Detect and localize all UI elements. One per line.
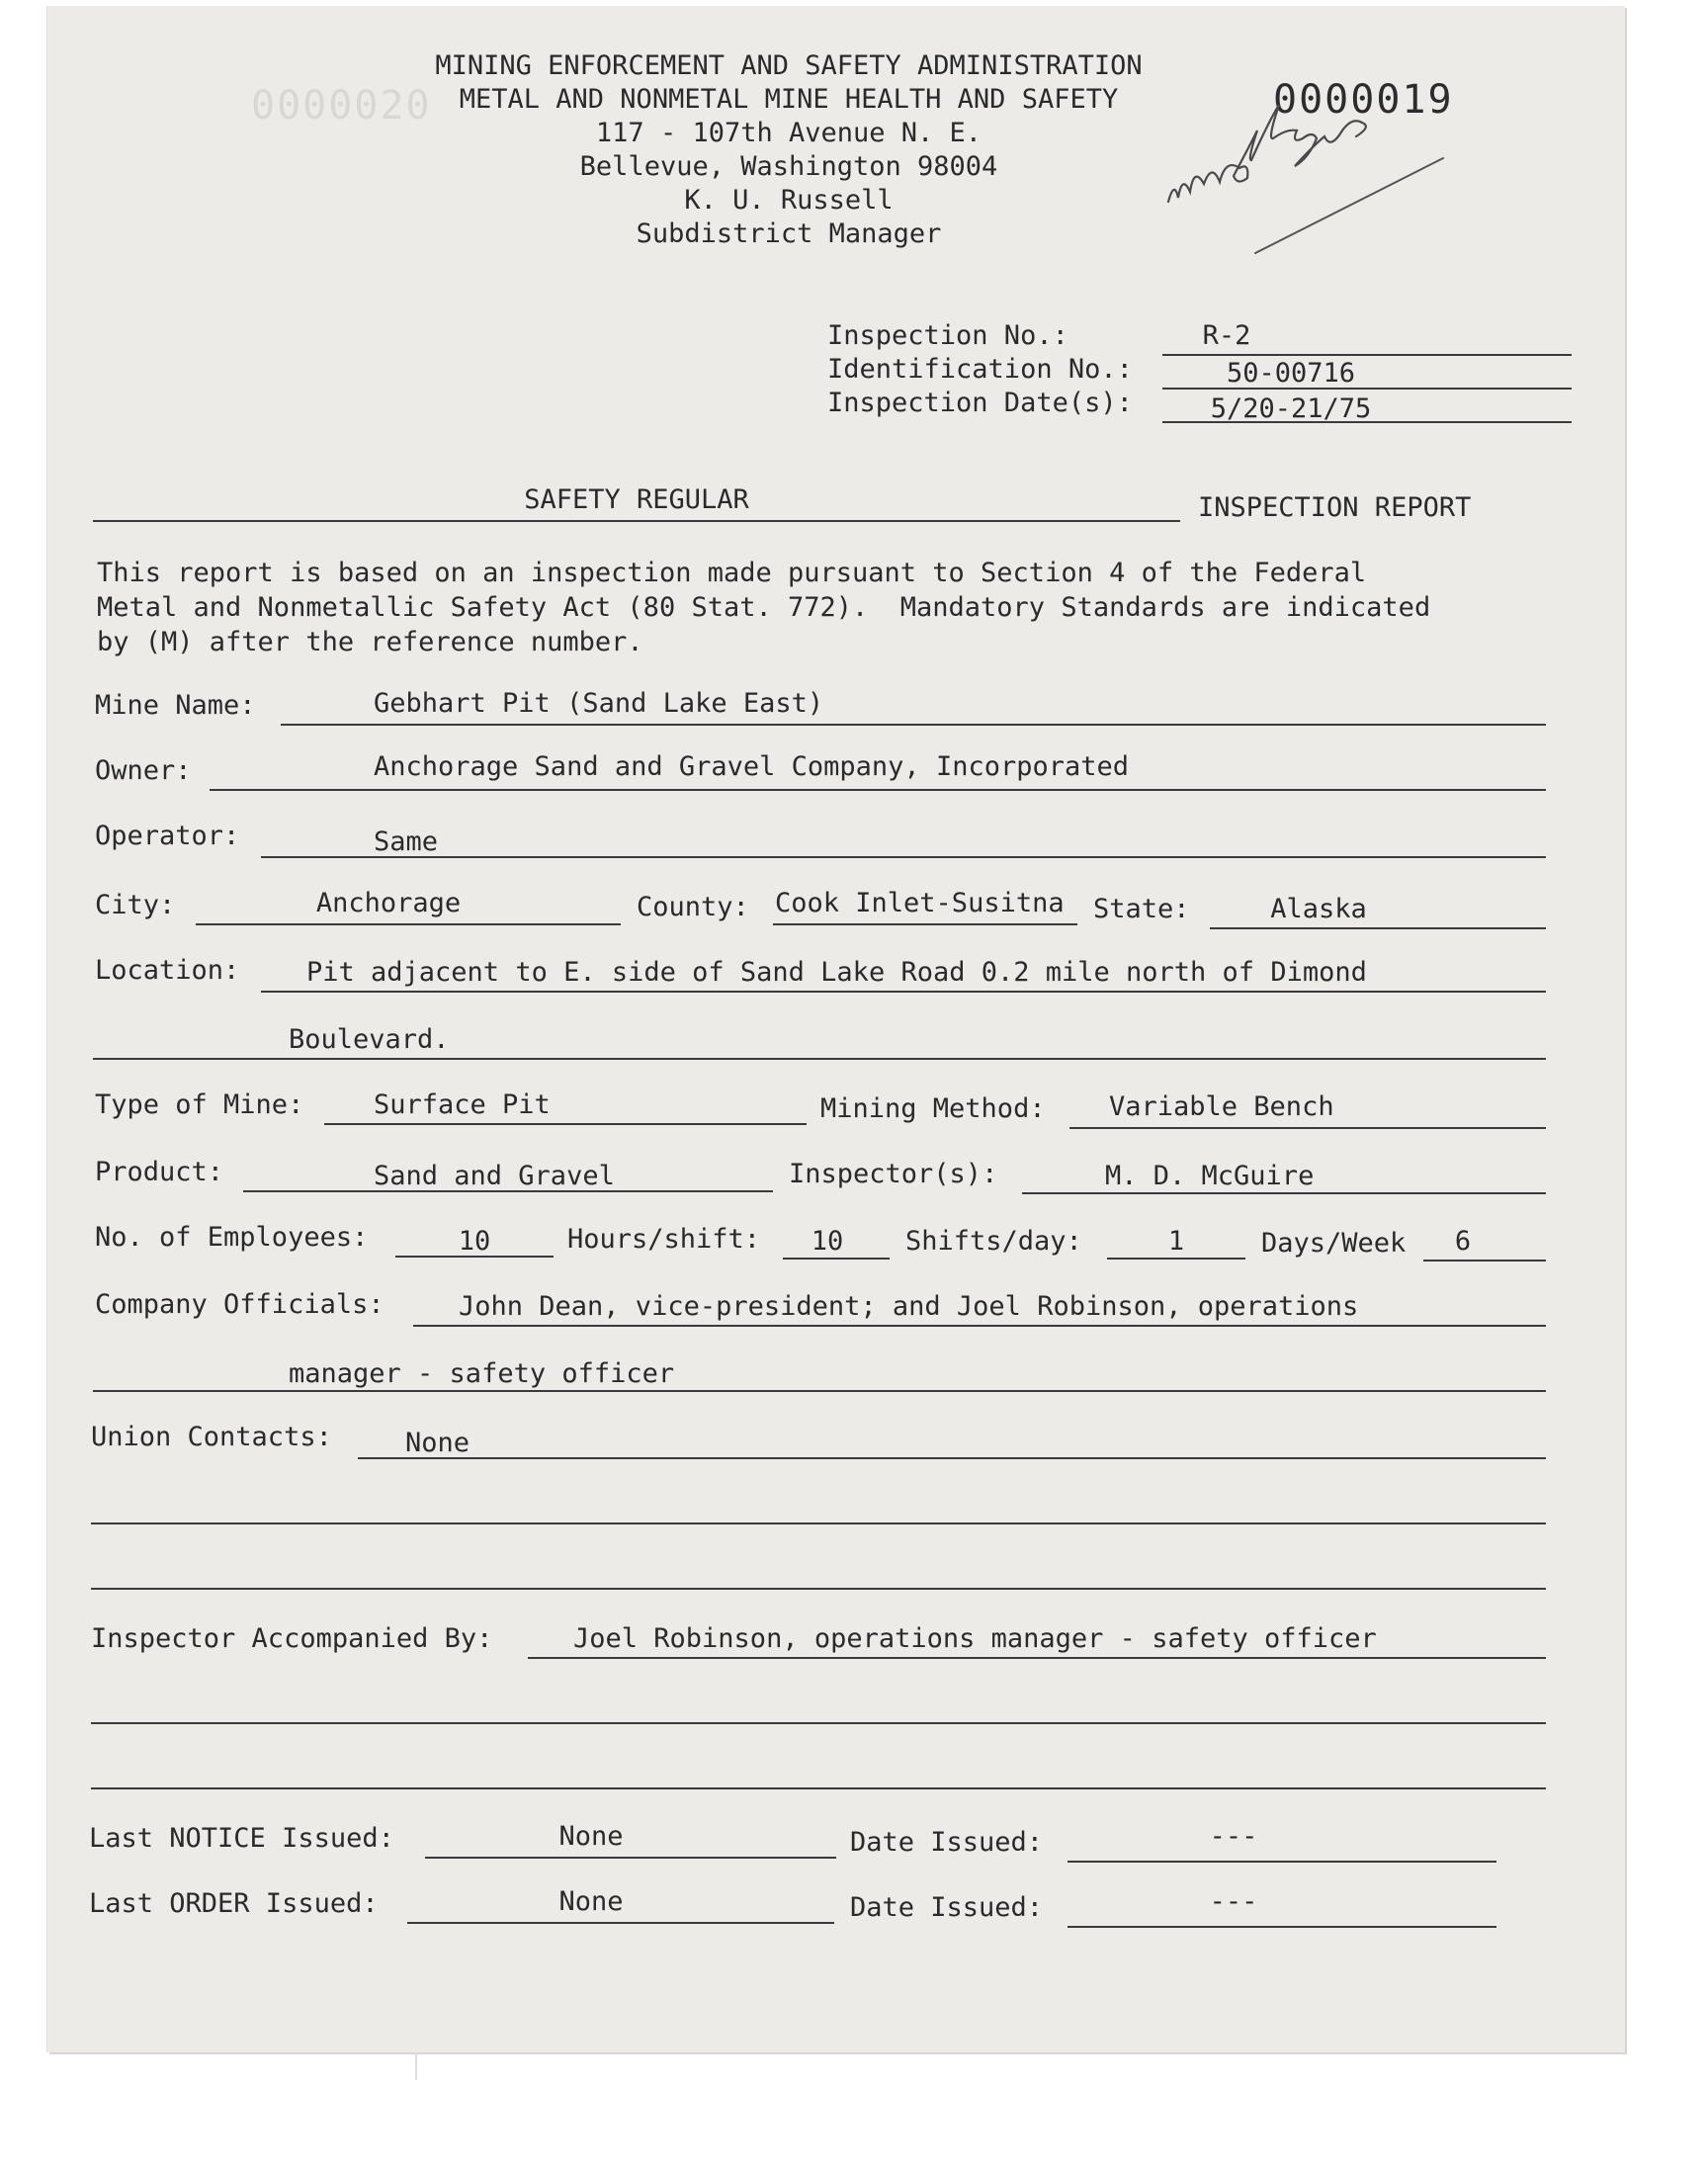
location-value-1: Pit adjacent to E. side of Sand Lake Road 0.2 mile north of Dimond (306, 957, 1367, 988)
order-date-value: --- (1209, 1886, 1258, 1917)
mining-method-line (1069, 1127, 1546, 1129)
type-of-mine-label: Type of Mine: (95, 1089, 304, 1120)
employees-value: 10 (458, 1226, 491, 1257)
hours-line (783, 1258, 890, 1260)
inspection-no-value: R-2 (1202, 320, 1251, 351)
accompanied-line-2 (91, 1722, 1546, 1724)
county-label: County: (637, 892, 749, 922)
officials-line-2 (93, 1390, 1546, 1392)
officials-label: Company Officials: (95, 1289, 384, 1320)
header-address: 117 - 107th Avenue N. E. (595, 118, 982, 148)
county-value: Cook Inlet-Susitna (775, 888, 1065, 918)
accompanied-value: Joel Robinson, operations manager - safety officer (573, 1623, 1377, 1654)
inspector-value: M. D. McGuire (1105, 1161, 1315, 1191)
intro-line-1: This report is based on an inspection made pursuant to Section 4 of the Federal (97, 558, 1367, 588)
inspection-no-line (1162, 354, 1572, 356)
intro-line-2: Metal and Nonmetallic Safety Act (80 Stat. 772). Mandatory Standards are indicated (97, 592, 1431, 623)
header-manager-title: Subdistrict Manager (636, 218, 942, 249)
shifts-label: Shifts/day: (905, 1226, 1082, 1257)
state-value: Alaska (1270, 894, 1367, 924)
type-of-mine-value: Surface Pit (374, 1089, 551, 1120)
report-type-label: INSPECTION REPORT (1198, 492, 1472, 523)
report-type-value: SAFETY REGULAR (524, 484, 749, 515)
location-line-1 (261, 991, 1546, 993)
union-label: Union Contacts: (91, 1422, 332, 1452)
accompanied-line-3 (91, 1787, 1546, 1789)
location-line-2 (93, 1058, 1546, 1060)
inspection-date-value: 5/20-21/75 (1210, 393, 1372, 424)
notice-label: Last NOTICE Issued: (89, 1823, 394, 1854)
operator-value: Same (374, 826, 439, 857)
product-value: Sand and Gravel (374, 1161, 615, 1191)
accompanied-line-1 (528, 1657, 1546, 1659)
days-line (1423, 1260, 1546, 1262)
union-line-2 (91, 1522, 1546, 1524)
scan-edge-mark (415, 2052, 417, 2080)
product-label: Product: (95, 1157, 224, 1187)
owner-label: Owner: (95, 755, 192, 786)
city-label: City: (95, 890, 176, 920)
report-type-line (93, 520, 1180, 522)
shifts-line (1107, 1258, 1245, 1260)
header-division: METAL AND NONMETAL MINE HEALTH AND SAFETY (459, 84, 1119, 115)
order-line (407, 1922, 834, 1924)
accompanied-label: Inspector Accompanied By: (91, 1623, 493, 1654)
order-label: Last ORDER Issued: (89, 1888, 379, 1919)
inspector-label: Inspector(s): (789, 1159, 998, 1189)
union-value: None (405, 1428, 470, 1458)
header-city: Bellevue, Washington 98004 (579, 151, 998, 182)
notice-line (425, 1857, 836, 1859)
employees-label: No. of Employees: (95, 1222, 369, 1253)
state-line (1210, 927, 1546, 929)
order-date-label: Date Issued: (850, 1892, 1044, 1923)
county-line (773, 923, 1077, 925)
notice-date-value: --- (1209, 1821, 1258, 1852)
owner-value: Anchorage Sand and Gravel Company, Incorporated (374, 751, 1130, 782)
owner-line (210, 789, 1546, 791)
officials-value-1: John Dean, vice-president; and Joel Robinson, operations (459, 1291, 1359, 1322)
location-value-2: Boulevard. (289, 1024, 450, 1055)
union-line-3 (91, 1588, 1546, 1590)
ghost-stamp-number: 0000020 (251, 83, 432, 129)
inspector-line (1022, 1192, 1546, 1194)
officials-line-1 (413, 1325, 1546, 1327)
operator-line (261, 856, 1546, 858)
order-value: None (558, 1886, 624, 1917)
mining-method-label: Mining Method: (820, 1093, 1046, 1124)
mine-name-label: Mine Name: (95, 690, 256, 721)
state-label: State: (1093, 894, 1190, 924)
type-of-mine-line (324, 1123, 807, 1125)
operator-label: Operator: (95, 821, 240, 851)
notice-value: None (558, 1821, 624, 1852)
location-label: Location: (95, 955, 240, 986)
inspection-no-label: Inspection No.: (827, 320, 1068, 351)
mine-name-line (281, 724, 1546, 726)
city-line (196, 923, 621, 925)
days-value: 6 (1454, 1226, 1472, 1257)
handwritten-signature (1153, 105, 1469, 263)
document-stamp-number: 0000019 (1273, 77, 1454, 123)
mine-name-value: Gebhart Pit (Sand Lake East) (374, 688, 824, 719)
header-agency: MINING ENFORCEMENT AND SAFETY ADMINISTRATION (435, 50, 1143, 81)
city-value: Anchorage (315, 888, 462, 918)
mining-method-value: Variable Bench (1109, 1091, 1334, 1122)
notice-date-line (1068, 1861, 1496, 1863)
days-label: Days/Week (1261, 1228, 1407, 1259)
union-line-1 (358, 1457, 1546, 1459)
hours-value: 10 (811, 1226, 844, 1257)
officials-value-2: manager - safety officer (289, 1358, 675, 1389)
hours-label: Hours/shift: (567, 1224, 761, 1255)
notice-date-label: Date Issued: (850, 1827, 1044, 1858)
inspection-date-label: Inspection Date(s): (827, 388, 1133, 418)
shifts-value: 1 (1167, 1226, 1185, 1257)
header-manager-name: K. U. Russell (684, 185, 894, 216)
document-page (47, 6, 1625, 2052)
intro-line-3: by (M) after the reference number. (97, 627, 643, 657)
order-date-line (1068, 1926, 1496, 1928)
identification-no-value: 50-00716 (1226, 358, 1356, 389)
identification-no-label: Identification No.: (827, 354, 1133, 385)
